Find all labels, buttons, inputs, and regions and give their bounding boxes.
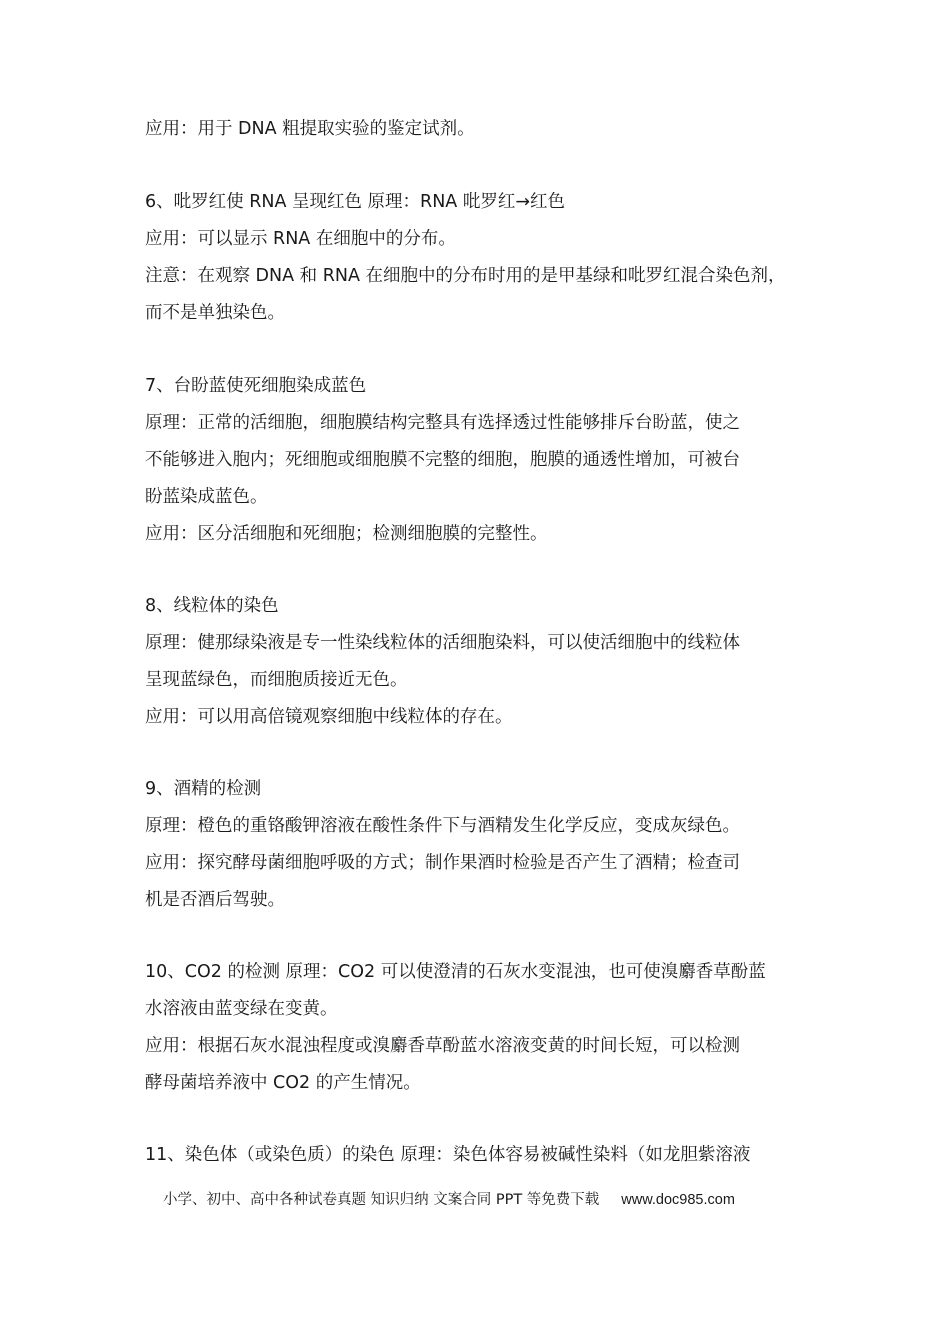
text-line: 机是否酒后驾驶。 xyxy=(145,890,285,910)
text-line: 而不是单独染色。 xyxy=(145,303,285,323)
footer-site-link[interactable]: www.doc985.com xyxy=(621,1192,735,1208)
section-6-heading: 6、吡罗红使 RNA 呈现红色 原理：RNA 吡罗红→红色 xyxy=(145,192,565,212)
text-line: 应用：区分活细胞和死细胞；检测细胞膜的完整性。 xyxy=(145,524,548,544)
text-line: 应用：根据石灰水混浊程度或溴麝香草酚蓝水溶液变黄的时间长短，可以检测 xyxy=(145,1036,740,1056)
text-line: 应用：用于 DNA 粗提取实验的鉴定试剂。 xyxy=(145,119,475,139)
text-line: 酵母菌培养液中 CO2 的产生情况。 xyxy=(145,1073,421,1093)
text-line: 原理：健那绿染液是专一性染线粒体的活细胞染料，可以使活细胞中的线粒体 xyxy=(145,633,740,653)
text-line: 呈现蓝绿色，而细胞质接近无色。 xyxy=(145,670,408,690)
footer-text: 小学、初中、高中各种试卷真题 知识归纳 文案合同 PPT 等免费下载 xyxy=(163,1192,600,1208)
page-footer xyxy=(163,1189,735,1211)
text-line: 水溶液由蓝变绿在变黄。 xyxy=(145,999,338,1019)
section-10-heading: 10、CO2 的检测 原理：CO2 可以使澄清的石灰水变混浊，也可使溴麝香草酚蓝 xyxy=(145,962,766,982)
text-line: 注意：在观察 DNA 和 RNA 在细胞中的分布时用的是甲基绿和吡罗红混合染色剂， xyxy=(145,266,786,286)
text-line: 盼蓝染成蓝色。 xyxy=(145,487,268,507)
section-8-heading: 8、线粒体的染色 xyxy=(145,596,279,616)
text-line: 原理：正常的活细胞，细胞膜结构完整具有选择透过性能够排斥台盼蓝，使之 xyxy=(145,413,740,433)
text-line: 应用：探究酵母菌细胞呼吸的方式；制作果酒时检验是否产生了酒精；检查司 xyxy=(145,853,740,873)
section-9-heading: 9、酒精的检测 xyxy=(145,779,262,799)
text-line: 应用：可以显示 RNA 在细胞中的分布。 xyxy=(145,229,456,249)
text-line: 不能够进入胞内；死细胞或细胞膜不完整的细胞，胞膜的通透性增加，可被台 xyxy=(145,450,740,470)
text-line: 原理：橙色的重铬酸钾溶液在酸性条件下与酒精发生化学反应，变成灰绿色。 xyxy=(145,816,740,836)
text-line: 应用：可以用高倍镜观察细胞中线粒体的存在。 xyxy=(145,707,513,727)
section-7-heading: 7、台盼蓝使死细胞染成蓝色 xyxy=(145,376,367,396)
section-11-heading: 11、染色体（或染色质）的染色 原理：染色体容易被碱性染料（如龙胆紫溶液 xyxy=(145,1145,751,1165)
